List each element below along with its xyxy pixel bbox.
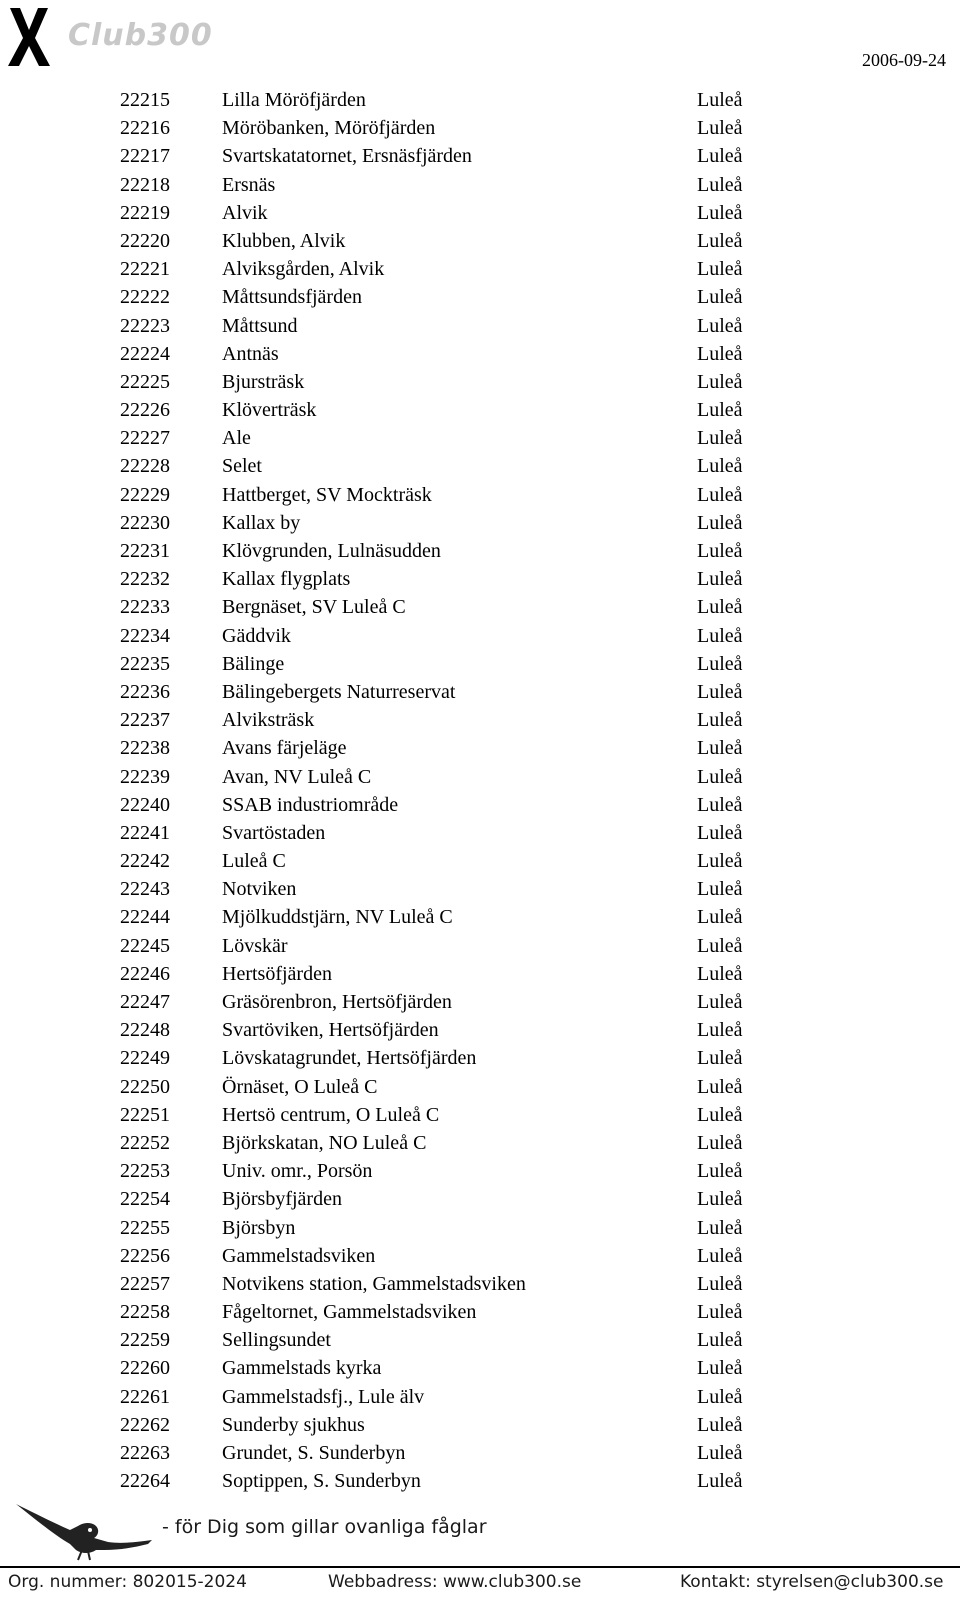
row-municipality: Luleå: [697, 511, 743, 534]
document-date: 2006-09-24: [862, 50, 946, 70]
row-municipality: Luleå: [697, 680, 743, 703]
row-number: 22250: [120, 1075, 170, 1098]
row-municipality: Luleå: [697, 850, 743, 873]
table-row: [120, 424, 760, 452]
row-number: 22221: [120, 258, 170, 281]
row-number: 22224: [120, 342, 170, 365]
row-municipality: Luleå: [697, 1442, 743, 1464]
logo-text: Club300: [68, 18, 213, 53]
table-row: [120, 142, 760, 170]
row-locality-name: Hertsö centrum, O Luleå C: [222, 1103, 440, 1126]
row-municipality: Luleå: [697, 258, 743, 281]
row-municipality: Luleå: [697, 1329, 743, 1352]
row-number: 22219: [120, 201, 170, 224]
row-municipality: Luleå: [697, 455, 743, 478]
row-municipality: Luleå: [697, 370, 743, 393]
row-locality-name: Luleå C: [222, 850, 286, 873]
row-locality-name: Grundet, S. Sunderbyn: [222, 1442, 406, 1464]
row-municipality: Luleå: [697, 1103, 743, 1126]
table-row: [120, 650, 760, 678]
row-locality-name: Klöverträsk: [222, 399, 317, 422]
row-locality-name: Bälinge: [222, 652, 285, 675]
row-number: 22247: [120, 991, 170, 1013]
table-row: [120, 1354, 760, 1382]
row-municipality: Luleå: [697, 1385, 743, 1408]
row-municipality: Luleå: [697, 286, 743, 309]
row-locality-name: Alvik: [222, 201, 268, 224]
row-municipality: Luleå: [697, 1047, 743, 1070]
row-municipality: Luleå: [697, 906, 743, 929]
row-municipality: Luleå: [697, 1413, 743, 1436]
row-locality-name: Klövgrunden, Lulnäsudden: [222, 540, 441, 562]
table-row: [120, 1016, 760, 1044]
row-locality-name: Lövskatagrundet, Hertsöfjärden: [222, 1047, 477, 1070]
row-number: 22229: [120, 483, 170, 506]
row-municipality: Luleå: [697, 737, 743, 760]
row-locality-name: Univ. omr., Porsön: [222, 1160, 373, 1183]
row-number: 22246: [120, 962, 170, 985]
table-row: [120, 1439, 760, 1467]
row-locality-name: Soptippen, S. Sunderbyn: [222, 1470, 421, 1493]
row-number: 22259: [120, 1329, 170, 1352]
row-municipality: Luleå: [697, 1470, 743, 1493]
row-locality-name: Möröbanken, Möröfjärden: [222, 117, 436, 140]
row-number: 22236: [120, 680, 170, 703]
table-row: [120, 734, 760, 762]
bird-icon: [12, 1496, 160, 1562]
table-row: [120, 1129, 760, 1157]
row-municipality: Luleå: [697, 765, 743, 788]
table-row: [120, 312, 760, 340]
row-locality-name: Avan, NV Luleå C: [222, 765, 372, 788]
row-number: 22258: [120, 1301, 170, 1324]
org-number: Org. nummer: 802015-2024: [8, 1572, 247, 1592]
table-row: [120, 988, 760, 1016]
table-row: [120, 1326, 760, 1354]
row-municipality: Luleå: [697, 1301, 743, 1324]
row-municipality: Luleå: [697, 1244, 743, 1267]
row-number: 22240: [120, 793, 170, 816]
table-row: [120, 1101, 760, 1129]
table-row: [120, 1157, 760, 1185]
row-number: 22264: [120, 1470, 170, 1493]
row-locality-name: Svartskatatornet, Ersnäsfjärden: [222, 145, 472, 168]
row-locality-name: Hattberget, SV Mockträsk: [222, 483, 432, 506]
page-footer: [0, 1496, 960, 1597]
row-locality-name: Ale: [222, 427, 251, 450]
table-row: [120, 847, 760, 875]
row-locality-name: Björsbyfjärden: [222, 1188, 342, 1211]
row-number: 22216: [120, 117, 170, 140]
row-number: 22249: [120, 1047, 170, 1070]
row-municipality: Luleå: [697, 934, 743, 957]
row-municipality: Luleå: [697, 1131, 743, 1154]
row-locality-name: Sunderby sjukhus: [222, 1413, 365, 1436]
table-row: [120, 1073, 760, 1101]
row-locality-name: Mjölkuddstjärn, NV Luleå C: [222, 906, 453, 929]
table-row: [120, 565, 760, 593]
row-number: 22248: [120, 1019, 170, 1042]
row-number: 22255: [120, 1216, 170, 1239]
row-municipality: Luleå: [697, 709, 743, 732]
row-number: 22252: [120, 1131, 170, 1154]
row-locality-name: Alviksträsk: [222, 709, 315, 732]
row-number: 22232: [120, 568, 170, 591]
row-locality-name: Gammelstadsfj., Lule älv: [222, 1385, 425, 1408]
row-locality-name: Svartöviken, Hertsöfjärden: [222, 1019, 439, 1042]
row-locality-name: Gräsörenbron, Hertsöfjärden: [222, 991, 452, 1013]
table-row: [120, 368, 760, 396]
row-municipality: Luleå: [697, 1357, 743, 1380]
row-number: 22218: [120, 173, 170, 196]
table-row: [120, 481, 760, 509]
table-row: [120, 1467, 760, 1495]
row-number: 22262: [120, 1413, 170, 1436]
row-municipality: Luleå: [697, 1075, 743, 1098]
row-locality-name: Bjursträsk: [222, 370, 305, 393]
row-municipality: Luleå: [697, 624, 743, 647]
table-row: [120, 452, 760, 480]
row-locality-name: SSAB industriområde: [222, 793, 399, 816]
row-locality-name: Måttsundsfjärden: [222, 286, 362, 309]
table-row: [120, 1214, 760, 1242]
row-locality-name: Selet: [222, 455, 262, 478]
row-municipality: Luleå: [697, 793, 743, 816]
row-number: 22223: [120, 314, 170, 337]
table-row: [120, 1298, 760, 1326]
row-locality-name: Gäddvik: [222, 624, 291, 647]
table-row: [120, 1242, 760, 1270]
row-locality-name: Björkskatan, NO Luleå C: [222, 1131, 427, 1154]
row-municipality: Luleå: [697, 991, 743, 1013]
row-locality-name: Ersnäs: [222, 173, 276, 196]
row-locality-name: Antnäs: [222, 342, 279, 365]
table-row: [120, 875, 760, 903]
row-number: 22222: [120, 286, 170, 309]
table-row: [120, 903, 760, 931]
table-row: [120, 227, 760, 255]
row-municipality: Luleå: [697, 568, 743, 591]
table-row: [120, 1383, 760, 1411]
row-municipality: Luleå: [697, 201, 743, 224]
row-municipality: Luleå: [697, 1160, 743, 1183]
row-locality-name: Bergnäset, SV Luleå C: [222, 596, 406, 619]
row-number: 22244: [120, 906, 170, 929]
row-locality-name: Sellingsundet: [222, 1329, 331, 1352]
row-number: 22235: [120, 652, 170, 675]
row-municipality: Luleå: [697, 145, 743, 168]
row-municipality: Luleå: [697, 652, 743, 675]
row-number: 22220: [120, 229, 170, 252]
table-row: [120, 1044, 760, 1072]
row-locality-name: Svartöstaden: [222, 821, 326, 844]
row-locality-name: Gammelstadsviken: [222, 1244, 376, 1267]
row-locality-name: Björsbyn: [222, 1216, 296, 1239]
table-row: [120, 171, 760, 199]
row-locality-name: Bälingebergets Naturreservat: [222, 680, 456, 703]
row-municipality: Luleå: [697, 89, 743, 111]
locality-table: [120, 86, 760, 1495]
table-row: [120, 396, 760, 424]
row-locality-name: Avans färjeläge: [222, 737, 347, 760]
row-municipality: Luleå: [697, 596, 743, 619]
table-row: [120, 1185, 760, 1213]
row-number: 22230: [120, 511, 170, 534]
row-municipality: Luleå: [697, 399, 743, 422]
row-number: 22254: [120, 1188, 170, 1211]
table-row: [120, 678, 760, 706]
row-number: 22233: [120, 596, 170, 619]
table-row: [120, 706, 760, 734]
row-locality-name: Gammelstads kyrka: [222, 1357, 382, 1380]
row-locality-name: Klubben, Alvik: [222, 229, 346, 252]
table-row: [120, 1270, 760, 1298]
table-row: [120, 932, 760, 960]
row-locality-name: Kallax flygplats: [222, 568, 351, 591]
row-locality-name: Alviksgården, Alvik: [222, 258, 385, 281]
row-number: 22226: [120, 399, 170, 422]
row-locality-name: Lövskär: [222, 934, 288, 957]
row-number: 22257: [120, 1272, 170, 1295]
table-row: [120, 622, 760, 650]
row-number: 22251: [120, 1103, 170, 1126]
table-row: [120, 283, 760, 311]
table-row: [120, 819, 760, 847]
row-number: 22228: [120, 455, 170, 478]
row-locality-name: Notvikens station, Gammelstadsviken: [222, 1272, 526, 1295]
row-number: 22242: [120, 850, 170, 873]
table-row: [120, 593, 760, 621]
row-number: 22245: [120, 934, 170, 957]
row-number: 22261: [120, 1385, 170, 1408]
row-number: 22241: [120, 821, 170, 844]
row-number: 22256: [120, 1244, 170, 1267]
row-municipality: Luleå: [697, 1019, 743, 1042]
tagline: - för Dig som gillar ovanliga fåglar: [162, 1516, 487, 1538]
table-row: [120, 537, 760, 565]
row-number: 22225: [120, 370, 170, 393]
row-municipality: Luleå: [697, 540, 743, 562]
row-locality-name: Hertsöfjärden: [222, 962, 332, 985]
row-locality-name: Måttsund: [222, 314, 298, 337]
x-logo-icon: [6, 4, 52, 70]
row-municipality: Luleå: [697, 117, 743, 140]
row-number: 22237: [120, 709, 170, 732]
row-number: 22238: [120, 737, 170, 760]
row-municipality: Luleå: [697, 821, 743, 844]
row-municipality: Luleå: [697, 314, 743, 337]
table-row: [120, 1411, 760, 1439]
row-number: 22217: [120, 145, 170, 168]
row-municipality: Luleå: [697, 1188, 743, 1211]
table-row: [120, 199, 760, 227]
club300-logo: [6, 4, 213, 70]
row-number: 22227: [120, 427, 170, 450]
row-number: 22231: [120, 540, 170, 562]
footer-divider: [0, 1566, 960, 1568]
contact-email[interactable]: Kontakt: styrelsen@club300.se: [680, 1572, 944, 1592]
table-row: [120, 791, 760, 819]
row-municipality: Luleå: [697, 427, 743, 450]
row-locality-name: Notviken: [222, 878, 297, 901]
row-municipality: Luleå: [697, 878, 743, 901]
row-locality-name: Fågeltornet, Gammelstadsviken: [222, 1301, 477, 1324]
row-number: 22253: [120, 1160, 170, 1183]
row-municipality: Luleå: [697, 483, 743, 506]
row-municipality: Luleå: [697, 1216, 743, 1239]
row-number: 22263: [120, 1442, 170, 1464]
row-municipality: Luleå: [697, 173, 743, 196]
table-row: [120, 114, 760, 142]
table-row: [120, 960, 760, 988]
row-municipality: Luleå: [697, 229, 743, 252]
row-locality-name: Örnäset, O Luleå C: [222, 1075, 378, 1098]
row-locality-name: Lilla Möröfjärden: [222, 89, 366, 111]
row-number: 22234: [120, 624, 170, 647]
table-row: [120, 255, 760, 283]
row-number: 22243: [120, 878, 170, 901]
row-number: 22215: [120, 89, 170, 111]
web-address[interactable]: Webbadress: www.club300.se: [328, 1572, 582, 1592]
table-row: [120, 763, 760, 791]
row-municipality: Luleå: [697, 1272, 743, 1295]
table-row: [120, 509, 760, 537]
table-row: [120, 340, 760, 368]
row-number: 22239: [120, 765, 170, 788]
row-municipality: Luleå: [697, 962, 743, 985]
row-number: 22260: [120, 1357, 170, 1380]
row-municipality: Luleå: [697, 342, 743, 365]
table-row: [120, 86, 760, 114]
row-locality-name: Kallax by: [222, 511, 301, 534]
